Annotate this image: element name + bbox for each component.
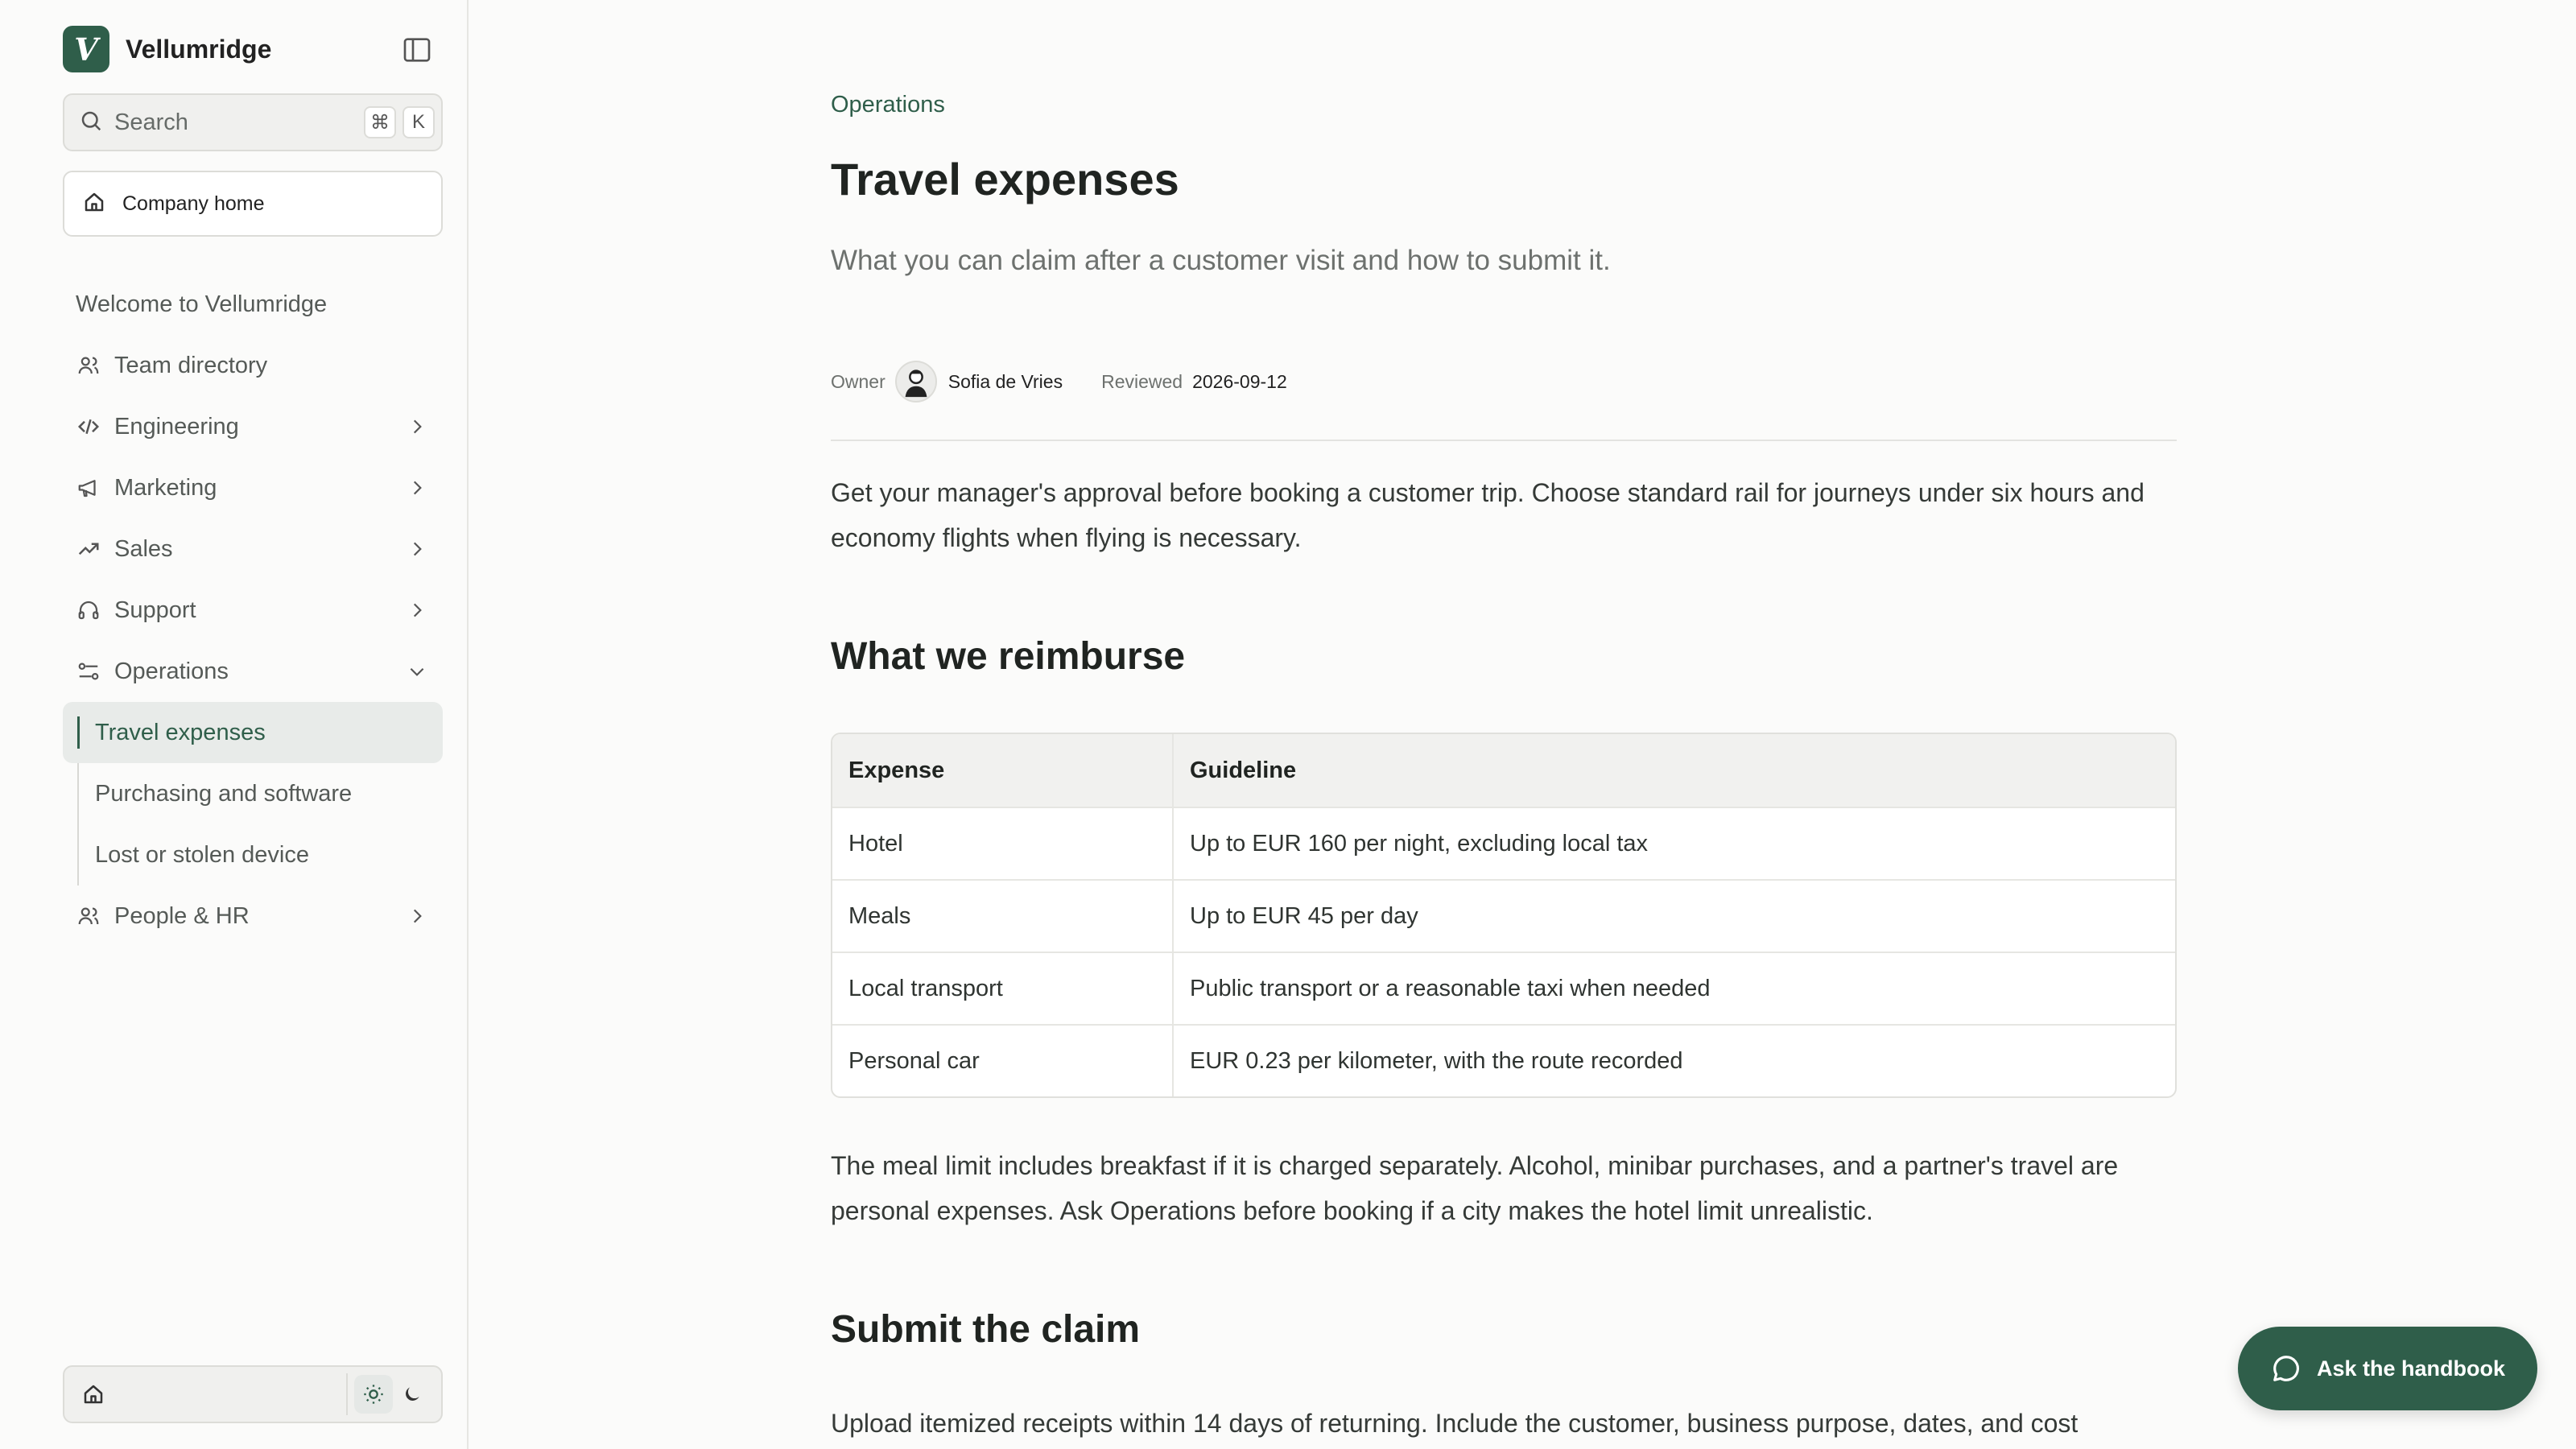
table-cell-expense: Hotel [832,808,1174,879]
section-heading-reimburse: What we reimburse [831,635,1186,678]
sidebar-toggle-icon[interactable] [401,34,433,66]
reviewed-date: 2026-09-12 [1192,370,1287,392]
sidebar-item-engineering[interactable] [63,396,443,457]
sidebar-item-label: Support [114,597,196,623]
table-header-guideline: Guideline [1190,757,1297,783]
chevron-down-icon [404,658,430,684]
chevron-right-icon [404,414,430,440]
brand[interactable] [63,26,271,72]
chevron-right-icon [404,903,430,929]
owner-label: Owner [831,370,886,392]
chevron-right-icon [404,475,430,501]
table-cell-guideline: EUR 0.23 per kilometer, with the route recorded [1190,1047,1683,1074]
search-input[interactable] [63,93,443,151]
sidebar-item-sales[interactable] [63,518,443,580]
sidebar-item-operations[interactable] [63,641,443,702]
operations-submenu [77,702,443,886]
company-home-link[interactable] [63,171,443,237]
divider [831,440,2177,441]
sidebar [0,0,469,1449]
moon-icon[interactable] [393,1375,431,1414]
table-cell-guideline: Up to EUR 160 per night, excluding local tax [1190,830,1649,857]
section-heading-submit: Submit the claim [831,1308,1141,1351]
sidebar-item-label: Welcome to Vellumridge [76,291,328,317]
shortcut-k-key: K [402,106,435,138]
table-cell-expense: Meals [832,881,1174,952]
theme-toggle [346,1373,431,1415]
sidebar-item-welcome[interactable] [63,274,443,335]
page-subtitle: What you can claim after a customer visit and how to submit it. [831,245,1611,276]
chevron-right-icon [404,597,430,623]
sidebar-item-people-hr[interactable] [63,886,443,947]
sidebar-item-label: Marketing [114,474,217,501]
note-paragraph: The meal limit includes breakfast if it is charged separately. Alcohol, minibar purchases, and a partner's travel are personal expenses. Ask Operations before booking if a city makes the hotel limit unrealistic. [831,1151,2119,1225]
page-title: Travel expenses [831,154,1179,204]
sliders-icon [76,658,101,684]
sidebar-item-travel-expenses[interactable]: Travel expenses [63,702,443,763]
sidebar-item-team-directory[interactable] [63,335,443,396]
people-icon [76,353,101,378]
sidebar-nav [63,274,443,947]
company-home-label: Company home [122,192,265,215]
ask-handbook-label: Ask the handbook [2316,1356,2506,1381]
table-row [832,879,2175,952]
article-meta [831,361,1326,402]
sidebar-item-label: Sales [114,535,173,562]
breadcrumb[interactable]: Operations [831,92,945,118]
sidebar-item-marketing[interactable] [63,457,443,518]
table-row [832,952,2175,1024]
table-header-row [832,734,2175,807]
sidebar-item-support[interactable] [63,580,443,641]
sidebar-item-label: Operations [114,658,229,684]
headphones-icon [76,597,101,623]
megaphone-icon [76,475,101,501]
chat-bubble-icon [2270,1352,2302,1385]
code-icon [76,414,101,440]
search-placeholder: Search [114,109,188,135]
table-row [832,807,2175,879]
sidebar-item-purchasing-software[interactable]: Purchasing and software [95,780,353,807]
sun-icon[interactable] [354,1375,393,1414]
table-cell-expense: Local transport [832,953,1174,1024]
submit-paragraph: Upload itemized receipts within 14 days of returning. Include the customer, business purpose, dates, and cost [831,1409,2079,1438]
table-cell-expense: Personal car [832,1026,1174,1096]
sidebar-item-label: Engineering [114,413,239,440]
people-icon [76,903,101,929]
search-icon [79,109,103,137]
table-cell-guideline: Public transport or a reasonable taxi when needed [1190,975,1711,1001]
intro-paragraph: Get your manager's approval before booking a customer trip. Choose standard rail for journeys under six hours and economy flights when flying is necessary. [831,478,2145,552]
reviewed-label: Reviewed [1101,370,1183,392]
sidebar-item-label: Team directory [114,352,268,378]
trending-up-icon [76,536,101,562]
table-row [832,1024,2175,1096]
owner-name[interactable]: Sofia de Vries [947,370,1063,392]
chevron-right-icon [404,536,430,562]
app-name: Vellumridge [126,34,272,64]
avatar [895,361,937,402]
sidebar-item-lost-stolen-device[interactable]: Lost or stolen device [95,841,309,868]
sidebar-item-label: People & HR [114,902,250,929]
logo: V [63,26,109,72]
table-header-expense: Expense [832,734,1174,807]
ask-handbook-button[interactable] [2238,1327,2537,1410]
home-icon[interactable] [77,1378,109,1410]
table-cell-guideline: Up to EUR 45 per day [1190,902,1418,929]
reimbursement-table [831,733,2177,1098]
shortcut-cmd-key: ⌘ [364,106,396,138]
home-icon [82,190,106,218]
sidebar-footer [63,1365,443,1423]
